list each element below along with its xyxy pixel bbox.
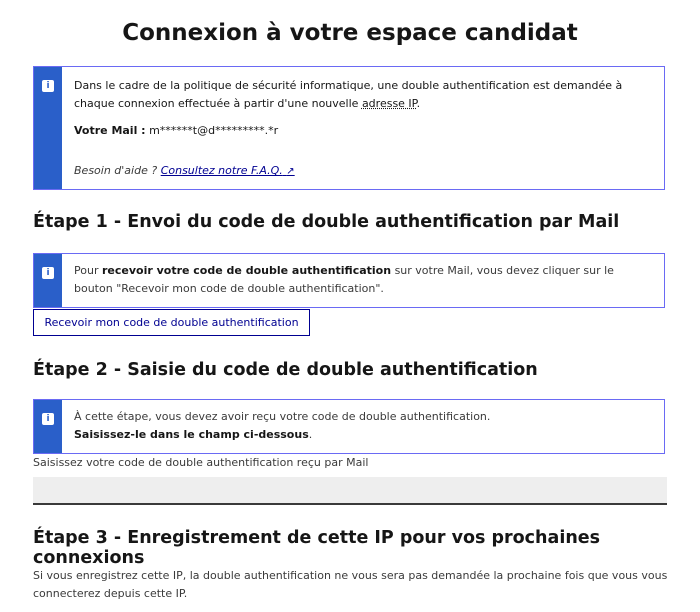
step1-info-callout — [33, 253, 665, 308]
step2-heading: Étape 2 - Saisie du code de double authentification — [33, 360, 538, 380]
step3-heading: Étape 3 - Enregistrement de cette IP pour vos prochaines connexions — [33, 528, 601, 568]
step1-heading: Étape 1 - Envoi du code de double authentification par Mail — [33, 212, 620, 232]
info-end: . — [308, 428, 313, 441]
info-pre: Pour — [74, 264, 102, 277]
info-post: sur votre Mail, vous devez cliquer sur le bouton "Recevoir mon code de double authentification". — [74, 264, 614, 295]
info-bold: recevoir votre code de double authentification — [101, 264, 392, 277]
callout-bar — [34, 67, 62, 189]
mail-line — [74, 122, 644, 140]
security-text — [74, 77, 644, 113]
faq-link[interactable] — [161, 164, 295, 177]
mail-value: m******t@d*********.*r — [145, 124, 279, 137]
info-icon: i — [42, 80, 54, 92]
info-bold: Saisissez-le dans le champ ci-dessous — [74, 428, 309, 441]
callout-bar — [34, 254, 62, 307]
callout-bar — [34, 400, 62, 453]
step2-info-text — [74, 408, 644, 444]
step3-text: Si vous enregistrez cette IP, la double authentification ne vous sera pas demandée la prochaine fois que vous vous connecterez depuis cette IP. — [33, 569, 668, 600]
receive-code-button[interactable]: Recevoir mon code de double authentification — [33, 309, 310, 336]
faq-link-label: Consultez notre F.A.Q. — [160, 164, 283, 177]
code-input-label: Saisissez votre code de double authentification reçu par Mail — [33, 456, 369, 469]
help-text: Besoin d'aide ? — [74, 164, 161, 177]
help-line — [74, 162, 644, 181]
step2-info-callout — [33, 399, 665, 454]
ip-abbr: adresse IP — [361, 97, 417, 110]
info-icon: i — [42, 267, 54, 279]
step1-info-text — [74, 262, 644, 298]
mail-label: Votre Mail : — [74, 124, 146, 137]
period: . — [416, 97, 421, 110]
info-icon: i — [42, 413, 54, 425]
info-line1: À cette étape, vous devez avoir reçu votre code de double authentification. — [74, 410, 491, 423]
code-input[interactable] — [33, 477, 667, 505]
external-link-icon: ↗ — [286, 166, 295, 177]
page-title: Connexion à votre espace candidat — [122, 20, 578, 46]
security-info-callout — [33, 66, 665, 190]
intro-text: Dans le cadre de la politique de sécurité informatique, une double authentification est demandée à chaque connexion effectuée à partir d'une nouvelle — [74, 79, 623, 110]
